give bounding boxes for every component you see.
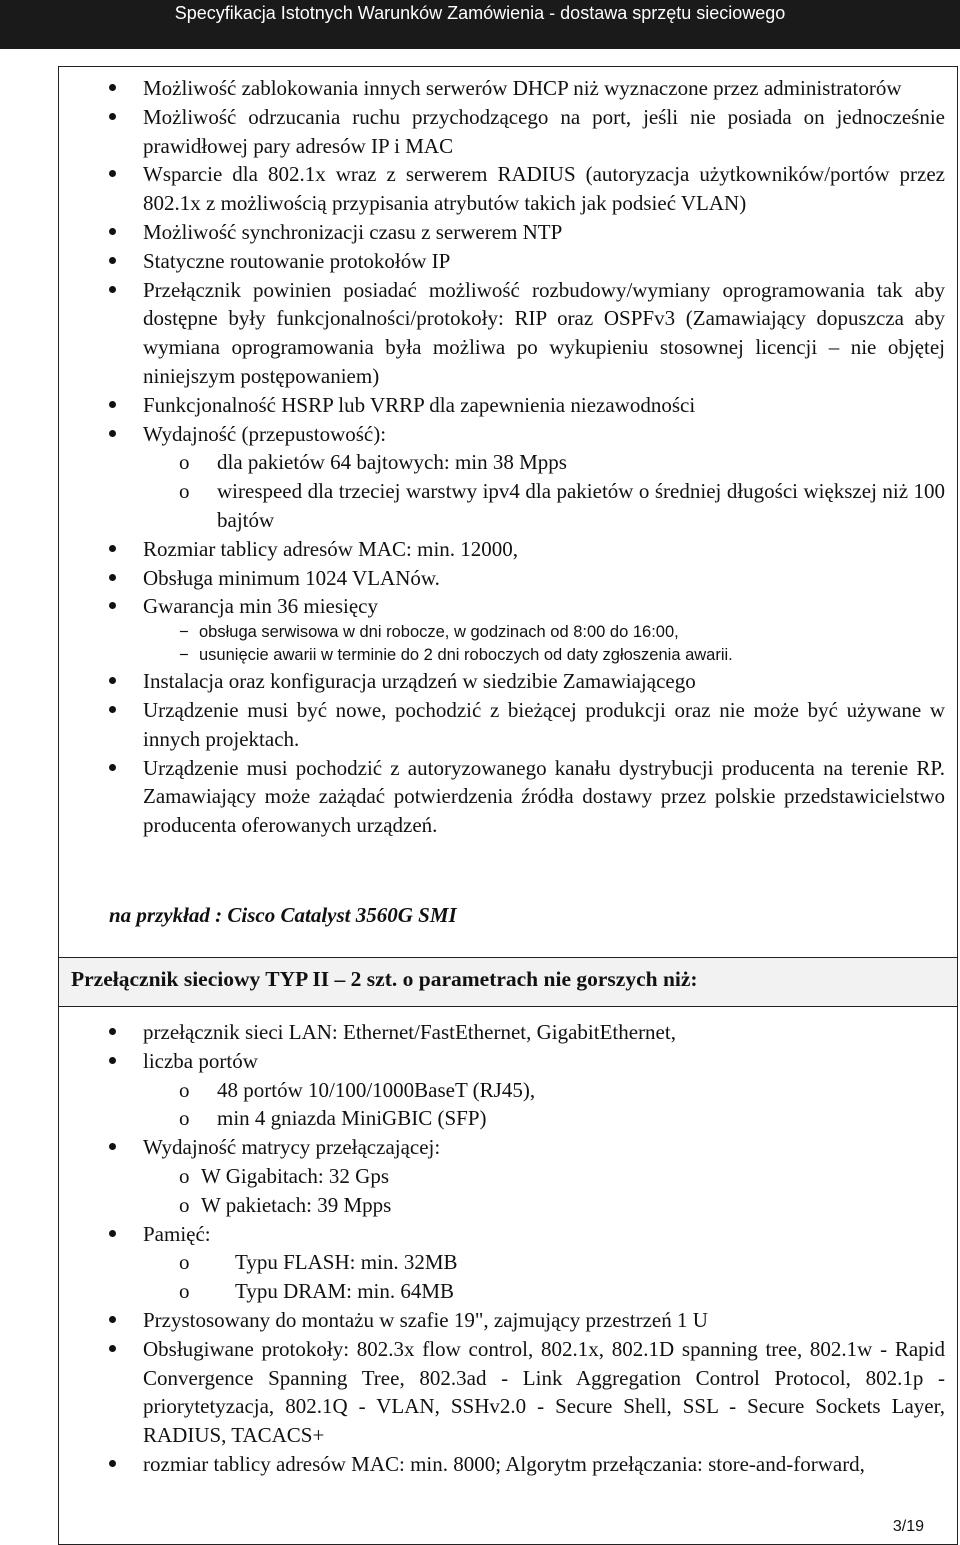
list-item: liczba portów o 48 portów 10/100/1000BaseT (RJ45), o min 4 gniazda MiniGBIC (SFP): [59, 1047, 957, 1133]
sub-list-item: o wirespeed dla trzeciej warstwy ipv4 dla pakietów o średniej długości większej niż 100 bajtów: [143, 477, 945, 535]
sub-list-item: − usunięcie awarii w terminie do 2 dni roboczych od daty zgłoszenia awarii.: [143, 644, 945, 667]
list-item: Obsługiwane protokoły: 802.3x flow control, 802.1x, 802.1D spanning tree, 802.1w - Rapid Convergence Spanning Tree, 802.3ad - Link Aggregation Control Protocol, 802.1p - priorytetyzacja, 802.1Q - VLAN, SSHv2.0 - Secure Shell, SSL - Secure Sockets Layer, RADIUS, TACACS+: [59, 1335, 957, 1450]
page-number: 3/19: [892, 1518, 924, 1535]
list-item: Urządzenie musi pochodzić z autoryzowanego kanału dystrybucji producenta na terenie RP. Zamawiający może zażądać potwierdzenia źródła dostawy przez polskie przedstawicielstwo producenta oferowanych urządzeń.: [59, 754, 957, 840]
list-item: Pamięć: o Typu FLASH: min. 32MB o Typu DRAM: min. 64MB: [59, 1220, 957, 1306]
example-model: na przykład : Cisco Catalyst 3560G SMI: [109, 903, 457, 927]
warranty-details: [143, 621, 945, 667]
list-item: przełącznik sieci LAN: Ethernet/FastEthernet, GigabitEthernet,: [59, 1018, 957, 1047]
list-item: rozmiar tablicy adresów MAC: min. 8000; Algorytm przełączania: store-and-forward,: [59, 1450, 957, 1479]
sub-list-item: − obsługa serwisowa w dni robocze, w godzinach od 8:00 do 16:00,: [143, 621, 945, 644]
switch-type-i-requirements: [59, 67, 957, 958]
sub-list-item: o Typu DRAM: min. 64MB: [143, 1277, 945, 1306]
list-item: Rozmiar tablicy adresów MAC: min. 12000,: [59, 535, 957, 564]
sub-list-item: o min 4 gniazda MiniGBIC (SFP): [143, 1104, 945, 1133]
section-heading: Przełącznik sieciowy TYP II – 2 szt. o parametrach nie gorszych niż:: [71, 967, 698, 991]
list-item: Urządzenie musi być nowe, pochodzić z bieżącej produkcji oraz nie może być używane w innych projektach.: [59, 696, 957, 754]
list-item: Obsługa minimum 1024 VLANów.: [59, 564, 957, 593]
document-title: Specyfikacja Istotnych Warunków Zamówienia - dostawa sprzętu sieciowego: [174, 3, 786, 23]
sub-list-item: o W pakietach: 39 Mpps: [143, 1191, 945, 1220]
sub-list-item: o Typu FLASH: min. 32MB: [143, 1248, 945, 1277]
sub-list-item: o dla pakietów 64 bajtowych: min 38 Mpps: [143, 448, 945, 477]
section-heading-row: [59, 958, 957, 1007]
requirements-list: [59, 74, 957, 840]
sub-list-item: o W Gigabitach: 32 Gps: [143, 1162, 945, 1191]
sub-list: [143, 448, 945, 534]
list-item: Możliwość zablokowania innych serwerów DHCP niż wyznaczone przez administratorów: [59, 74, 957, 103]
list-item: Statyczne routowanie protokołów IP: [59, 247, 957, 276]
sub-list: [143, 1248, 945, 1306]
sub-list-item: o 48 portów 10/100/1000BaseT (RJ45),: [143, 1076, 945, 1105]
requirements-list: [59, 1018, 957, 1479]
sub-list: [143, 1076, 945, 1134]
spec-table: [58, 66, 958, 1545]
list-item: Możliwość synchronizacji czasu z serwerem NTP: [59, 218, 957, 247]
list-item: Przełącznik powinien posiadać możliwość rozbudowy/wymiany oprogramowania tak aby dostępne były funkcjonalności/protokoły: RIP oraz OSPFv3 (Zamawiający dopuszcza aby wymiana oprogramowania była możliwa po wykupieniu stosownej licencji – nie objętej niniejszym postępowaniem): [59, 276, 957, 391]
list-item: Wydajność matrycy przełączającej: o W Gigabitach: 32 Gps o W pakietach: 39 Mpps: [59, 1133, 957, 1219]
sub-list: [143, 1162, 945, 1220]
list-item: Możliwość odrzucania ruchu przychodzącego na port, jeśli nie posiada on jednocześnie prawidłowej pary adresów IP i MAC: [59, 103, 957, 161]
list-item: Funkcjonalność HSRP lub VRRP dla zapewnienia niezawodności: [59, 391, 957, 420]
list-item: Gwarancja min 36 miesięcy − obsługa serwisowa w dni robocze, w godzinach od 8:00 do 16:00, − usunięcie awarii w terminie do 2 dni roboczych od daty zgłoszenia awarii.: [59, 592, 957, 667]
list-item: Instalacja oraz konfiguracja urządzeń w siedzibie Zamawiającego: [59, 667, 957, 696]
switch-type-ii-requirements: [59, 1007, 957, 1544]
list-item: Wsparcie dla 802.1x wraz z serwerem RADIUS (autoryzacja użytkowników/portów przez 802.1x z możliwością przypisania atrybutów takich jak podsieć VLAN): [59, 160, 957, 218]
document-header: [0, 0, 960, 49]
list-item: Wydajność (przepustowość): o dla pakietów 64 bajtowych: min 38 Mpps o wirespeed dla trzeciej warstwy ipv4 dla pakietów o średniej długości większej niż 100 bajtów: [59, 420, 957, 535]
list-item: Przystosowany do montażu w szafie 19", zajmujący przestrzeń 1 U: [59, 1306, 957, 1335]
